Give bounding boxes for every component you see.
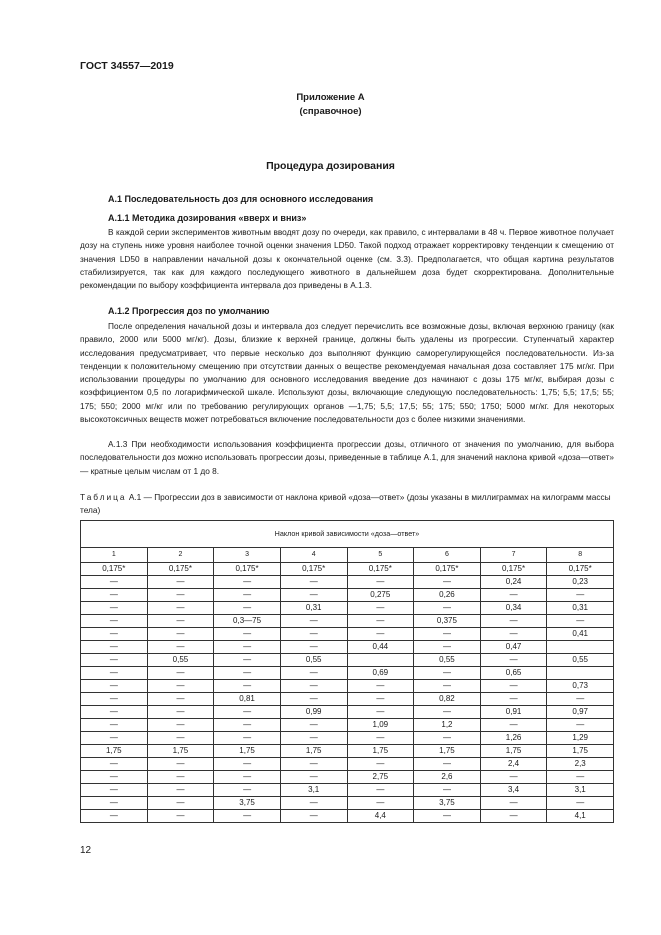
table-cell: 1,75 xyxy=(547,745,614,758)
table-cell: — xyxy=(214,771,281,784)
table-cell: — xyxy=(414,628,481,641)
table-cell: — xyxy=(214,589,281,602)
table-cell: 4,1 xyxy=(547,810,614,823)
table-row xyxy=(81,680,614,693)
table-cell: — xyxy=(480,797,547,810)
table-cell: — xyxy=(147,693,214,706)
table-cell: — xyxy=(147,680,214,693)
table-cell: 0,34 xyxy=(480,602,547,615)
table-cell: 1,26 xyxy=(480,732,547,745)
table-cell: — xyxy=(214,576,281,589)
table-cell: 0,41 xyxy=(547,628,614,641)
table-cell: 0,97 xyxy=(547,706,614,719)
table-cell: — xyxy=(480,615,547,628)
table-cell: — xyxy=(81,602,148,615)
table-row xyxy=(81,771,614,784)
table-cell: — xyxy=(147,784,214,797)
table-cell: — xyxy=(147,615,214,628)
table-cell: — xyxy=(280,810,347,823)
table-cell: 3,1 xyxy=(547,784,614,797)
table-caption-prefix: Таблица xyxy=(80,492,127,502)
table-cell: — xyxy=(480,680,547,693)
table-cell: — xyxy=(280,576,347,589)
table-cell: — xyxy=(347,758,414,771)
table-cell: — xyxy=(214,706,281,719)
table-row xyxy=(81,576,614,589)
table-cell: — xyxy=(414,602,481,615)
table-cell: — xyxy=(81,719,148,732)
table-cell: — xyxy=(547,771,614,784)
table-cell: — xyxy=(347,797,414,810)
table-cell: 0,175* xyxy=(347,563,414,576)
table-cell: — xyxy=(280,615,347,628)
table-cell: — xyxy=(81,758,148,771)
column-number: 5 xyxy=(347,548,414,563)
table-cell: — xyxy=(280,641,347,654)
table-row xyxy=(81,563,614,576)
table-cell: 1,75 xyxy=(214,745,281,758)
table-cell: — xyxy=(347,732,414,745)
table-cell: 2,6 xyxy=(414,771,481,784)
table-cell: 0,175* xyxy=(214,563,281,576)
table-cell: — xyxy=(214,628,281,641)
column-number: 1 xyxy=(81,548,148,563)
table-cell: 1,09 xyxy=(347,719,414,732)
table-cell: — xyxy=(480,589,547,602)
table-cell: — xyxy=(347,615,414,628)
table-cell: — xyxy=(81,654,148,667)
table-cell: — xyxy=(414,732,481,745)
table-cell: 0,47 xyxy=(480,641,547,654)
table-header-row xyxy=(81,521,614,548)
table-cell: 0,175* xyxy=(147,563,214,576)
table-row xyxy=(81,810,614,823)
table-row xyxy=(81,719,614,732)
table-cell: 2,3 xyxy=(547,758,614,771)
table-caption xyxy=(80,491,614,518)
table-cell: — xyxy=(480,693,547,706)
table-cell: 0,31 xyxy=(547,602,614,615)
table-cell: — xyxy=(147,771,214,784)
table-cell: — xyxy=(414,706,481,719)
table-row xyxy=(81,745,614,758)
table-row xyxy=(81,784,614,797)
column-number-row xyxy=(81,548,614,563)
table-cell: — xyxy=(81,797,148,810)
table-row xyxy=(81,615,614,628)
table-cell: 0,175* xyxy=(547,563,614,576)
table-cell: — xyxy=(347,693,414,706)
table-cell: — xyxy=(347,784,414,797)
table-cell: 3,1 xyxy=(280,784,347,797)
table-cell: — xyxy=(81,628,148,641)
table-cell: — xyxy=(214,784,281,797)
table-cell: — xyxy=(280,680,347,693)
table-row xyxy=(81,602,614,615)
table-cell: — xyxy=(280,797,347,810)
table-row xyxy=(81,693,614,706)
table-cell: — xyxy=(547,719,614,732)
document-code: ГОСТ 34557—2019 xyxy=(80,60,174,72)
table-cell: — xyxy=(147,732,214,745)
table-cell: — xyxy=(347,576,414,589)
dose-progression-table xyxy=(80,520,614,823)
appendix-label: Приложение А xyxy=(296,92,365,103)
table-cell: 0,24 xyxy=(480,576,547,589)
table-header: Наклон кривой зависимости «доза—ответ» xyxy=(81,521,614,548)
table-cell: — xyxy=(280,732,347,745)
table-cell: 0,375 xyxy=(414,615,481,628)
table-cell: 0,26 xyxy=(414,589,481,602)
table-cell xyxy=(347,654,414,667)
table-cell: 1,75 xyxy=(347,745,414,758)
table-cell: — xyxy=(147,810,214,823)
table-cell: — xyxy=(547,797,614,810)
table-cell: — xyxy=(547,693,614,706)
table-cell: 0,55 xyxy=(547,654,614,667)
table-cell: — xyxy=(147,602,214,615)
table-cell: 3,75 xyxy=(214,797,281,810)
table-cell: 2,75 xyxy=(347,771,414,784)
table-cell: — xyxy=(81,589,148,602)
table-cell: 0,31 xyxy=(280,602,347,615)
table-cell: — xyxy=(480,771,547,784)
table-row xyxy=(81,589,614,602)
table-cell: — xyxy=(147,719,214,732)
table-cell: 0,69 xyxy=(347,667,414,680)
table-cell: 1,29 xyxy=(547,732,614,745)
table-cell: — xyxy=(414,641,481,654)
table-cell: — xyxy=(81,693,148,706)
table-row xyxy=(81,654,614,667)
table-cell: 0,55 xyxy=(147,654,214,667)
table-cell: — xyxy=(81,810,148,823)
table-cell: — xyxy=(214,810,281,823)
table-cell: — xyxy=(414,810,481,823)
table-cell: 0,175* xyxy=(81,563,148,576)
table-cell: — xyxy=(280,719,347,732)
table-cell: — xyxy=(214,641,281,654)
column-number: 2 xyxy=(147,548,214,563)
table-cell: — xyxy=(347,602,414,615)
table-cell: — xyxy=(147,576,214,589)
table-cell: — xyxy=(147,667,214,680)
table-cell: 0,44 xyxy=(347,641,414,654)
table-cell: — xyxy=(81,706,148,719)
table-row xyxy=(81,758,614,771)
table-cell: 0,65 xyxy=(480,667,547,680)
table-cell: — xyxy=(347,680,414,693)
table-cell: — xyxy=(81,615,148,628)
table-cell: — xyxy=(347,628,414,641)
table-cell: — xyxy=(414,784,481,797)
table-cell xyxy=(547,667,614,680)
table-cell: — xyxy=(480,719,547,732)
table-cell: — xyxy=(147,797,214,810)
table-cell: 2,4 xyxy=(480,758,547,771)
table-cell: 1,75 xyxy=(414,745,481,758)
table-cell: — xyxy=(280,771,347,784)
table-caption-text: А.1 — Прогрессии доз в зависимости от наклона кривой «доза—ответ» (дозы указаны в миллиграммах на килограмм массы тела) xyxy=(80,492,611,516)
table-cell: 1,75 xyxy=(280,745,347,758)
table-cell: — xyxy=(480,628,547,641)
table-cell: — xyxy=(214,680,281,693)
table-row xyxy=(81,732,614,745)
table-cell: — xyxy=(480,810,547,823)
table-cell: — xyxy=(280,667,347,680)
table-cell: — xyxy=(147,758,214,771)
table-cell: — xyxy=(414,680,481,693)
table-cell: — xyxy=(81,784,148,797)
table-cell: — xyxy=(280,758,347,771)
table-cell: 0,175* xyxy=(280,563,347,576)
column-number: 4 xyxy=(280,548,347,563)
table-cell: — xyxy=(280,589,347,602)
table-cell: 4,4 xyxy=(347,810,414,823)
table-cell: — xyxy=(147,641,214,654)
column-number: 7 xyxy=(480,548,547,563)
section-a12-text: После определения начальной дозы и интервала доз следует перечислить все возможные дозы, включая верхнюю границу (как правило, 2000 или 5000 мг/кг). Дозы, близкие к верхней границе, должны быть удалены из прогрессии. Ступенчатый характер исследования предусматривает, что первые несколько доз выполняют функцию саморегулирующейся последовательности. Из-за тенденции к положительному смещению при отсутствии данных о веществе рекомендуемая начальная доза составляет 175 мг/кг. При использовании процедуры по умолчанию для основного исследования введение доз начинают с дозы 175 мг/кг, выбирая дозы с коэффициентом 0,5 по логарифмической шкале. Используют дозы, включающие следующую последовательность: 1,75; 5,5; 17,5; 55; 175; 550; 2000 мг/кг или по требованию регулирующих органов —1,75; 5,5; 17,5; 55; 175; 550; 1750; 5000 мг/кг. Для некоторых высокотоксичных веществ может потребоваться включение последовательности доз с более низкими значениями. xyxy=(80,321,614,425)
section-a11-heading: А.1.1 Методика дозирования «вверх и вниз» xyxy=(108,213,307,223)
section-a1-heading: А.1 Последовательность доз для основного исследования xyxy=(108,194,374,204)
table-row xyxy=(81,667,614,680)
column-number: 8 xyxy=(547,548,614,563)
table-row xyxy=(81,797,614,810)
table-cell: — xyxy=(280,628,347,641)
table-cell: — xyxy=(81,667,148,680)
table-cell: 0,91 xyxy=(480,706,547,719)
table-cell: — xyxy=(214,654,281,667)
table-cell: 0,73 xyxy=(547,680,614,693)
table-cell: — xyxy=(547,589,614,602)
table-cell: 0,175* xyxy=(480,563,547,576)
section-a13-text: А.1.3 При необходимости использования коэффициента прогрессии дозы, отличного от значения по умолчанию, для выбора последовательности доз можно использовать прогрессии дозы, приведенные в таблице А.1, для значений наклона кривой «доза—ответ» — кратные целым числам от 1 до 8. xyxy=(80,439,614,476)
table-cell: — xyxy=(347,706,414,719)
table-cell: 1,75 xyxy=(480,745,547,758)
table-cell: — xyxy=(214,758,281,771)
section-a11-text: В каждой серии экспериментов животным вводят дозу по очереди, как правило, с интервалами в 48 ч. Первое животное получает дозу на ступень ниже уровня наиболее точной оценки значения LD50. Такой подход отражает корректировку тенденции к смещению от значения LD50 в направлении начальной дозы к окончательной оценке (см. 3.3). Предполагается, что общая картина результатов стабилизируется, так как для каждого последующего животного в дальнейшем доза будет скорректирована. Дополнительные рекомендации по выбору коэффициента интервала доз приведены в А.1.3. xyxy=(80,227,614,291)
table-cell: 3,75 xyxy=(414,797,481,810)
table-cell: 0,81 xyxy=(214,693,281,706)
table-cell: — xyxy=(81,641,148,654)
column-number: 3 xyxy=(214,548,281,563)
table-cell: — xyxy=(147,589,214,602)
table-cell: 1,2 xyxy=(414,719,481,732)
table-cell: — xyxy=(214,732,281,745)
table-cell: — xyxy=(81,576,148,589)
column-number: 6 xyxy=(414,548,481,563)
table-cell: — xyxy=(414,758,481,771)
table-cell: 0,99 xyxy=(280,706,347,719)
table-cell: 1,75 xyxy=(81,745,148,758)
table-cell: — xyxy=(547,615,614,628)
section-a12-heading: А.1.2 Прогрессия доз по умолчанию xyxy=(108,306,270,316)
table-cell: — xyxy=(81,732,148,745)
table-cell: — xyxy=(214,667,281,680)
table-row xyxy=(81,706,614,719)
table-cell: — xyxy=(81,771,148,784)
table-cell: 1,75 xyxy=(147,745,214,758)
table-cell xyxy=(547,641,614,654)
table-row xyxy=(81,641,614,654)
table-cell: — xyxy=(147,706,214,719)
appendix-type: (справочное) xyxy=(299,106,362,117)
table-row xyxy=(81,628,614,641)
table-cell: 0,3—75 xyxy=(214,615,281,628)
table-cell: 3,4 xyxy=(480,784,547,797)
table-cell: 0,55 xyxy=(414,654,481,667)
table-cell: — xyxy=(280,693,347,706)
table-cell: — xyxy=(214,719,281,732)
table-cell: 0,275 xyxy=(347,589,414,602)
table-cell: 0,175* xyxy=(414,563,481,576)
table-cell: 0,23 xyxy=(547,576,614,589)
table-cell: — xyxy=(214,602,281,615)
table-cell: — xyxy=(480,654,547,667)
table-cell: — xyxy=(81,680,148,693)
table-cell: 0,55 xyxy=(280,654,347,667)
table-cell: — xyxy=(414,667,481,680)
page-title: Процедура дозирования xyxy=(266,160,395,172)
page-number: 12 xyxy=(80,845,92,856)
table-cell: — xyxy=(414,576,481,589)
table-cell: 0,82 xyxy=(414,693,481,706)
table-cell: — xyxy=(147,628,214,641)
